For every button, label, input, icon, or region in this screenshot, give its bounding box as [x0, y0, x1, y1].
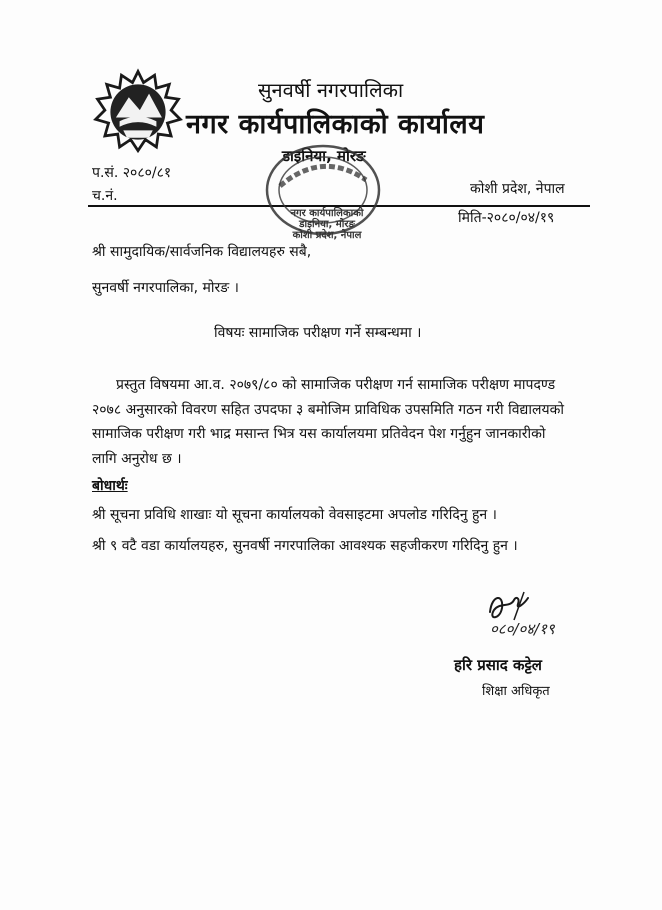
dispatch-number: च.नं.: [92, 188, 118, 204]
reference-number: प.सं. २०८०/८१: [92, 165, 172, 181]
letter-subject: विषयः सामाजिक परीक्षण गर्ने सम्बन्धमा ।: [214, 325, 422, 341]
letter-body: प्रस्तुत विषयमा आ.व. २०७९/८० को सामाजिक परीक्षण गर्न सामाजिक परीक्षण मापदण्ड २०७८ अनुसारको विवरण सहित उपदफा ३ बमोजिम प्राविधिक उपसमिति गठन गरी विद्यालयको सामाजिक परीक्षण गरी भाद्र मसान्त भित्र यस कार्यालयमा प्रतिवेदन पेश गर्नुहुन जानकारीको लागि अनुरोध छ ।: [92, 377, 564, 467]
addressee-line-2: सुनवर्षी नगरपालिका, मोरङ ।: [92, 280, 239, 296]
letter-date: मिति-२०८०/०४/१९: [458, 210, 555, 226]
stamp-text: [272, 208, 382, 241]
signature-date: ०८०/०४/१९: [490, 620, 555, 638]
office-location: डाइनिया, मोरङ: [282, 147, 366, 165]
office-title: नगर कार्यपालिकाको कार्यालय: [186, 109, 485, 140]
cc-heading: बोधार्थः: [92, 478, 128, 494]
emblem-banner: [123, 130, 152, 137]
stamp-line-3: कोशी प्रदेश, नेपाल: [292, 230, 362, 241]
province-address: कोशी प्रदेश, नेपाल: [470, 181, 565, 197]
stamp-line-2: डाइनिया, मोरङ: [299, 219, 355, 230]
cc-line-2: श्री ९ वटै वडा कार्यालयहरु, सुनवर्षी नगरपालिका आवश्यक सहजीकरण गरिदिनु हुन ।: [92, 538, 518, 554]
org-name: सुनवर्षी नगरपालिका: [258, 78, 404, 102]
nepal-emblem-logo: [92, 66, 184, 158]
cc-line-1: श्री सूचना प्रविधि शाखाः यो सूचना कार्यालयको वेवसाइटमा अपलोड गरिदिनु हुन ।: [92, 507, 497, 523]
signer-title: शिक्षा अधिकृत: [482, 684, 550, 699]
signer-name: हरि प्रसाद कट्टेल: [454, 656, 542, 674]
addressee-line-1: श्री सामुदायिक/सार्वजनिक विद्यालयहरु सबै,: [92, 244, 312, 260]
stamp-line-1: नगर कार्यपालिकाको: [290, 208, 364, 219]
